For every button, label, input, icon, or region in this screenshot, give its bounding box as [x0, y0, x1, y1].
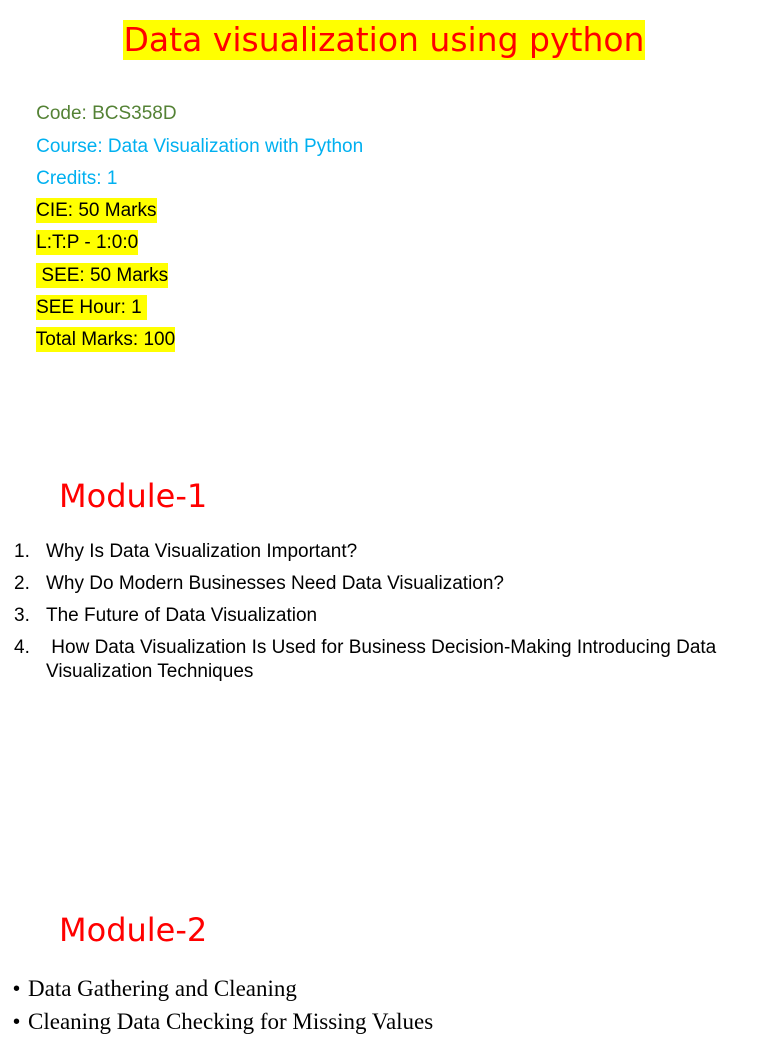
course-info [15, 66, 364, 351]
course-code [15, 66, 363, 125]
list-item-number: 4. [14, 637, 30, 658]
module-2-heading: Module-2 [59, 911, 208, 949]
list-item [14, 604, 734, 628]
list-item-text: Data Gathering and Cleaning [28, 976, 297, 1001]
total-marks-text: Total Marks: 100 [35, 329, 176, 351]
list-item-number: 2. [14, 573, 30, 594]
list-item-text: The Future of Data Visualization [46, 605, 318, 626]
bullet: • [13, 978, 21, 1000]
course-code-text: Code: BCS358D [36, 103, 177, 125]
page-title: Data visualization using python [123, 20, 645, 59]
module-1-list [14, 540, 734, 692]
see-marks-text: SEE: 50 Marks [36, 264, 169, 286]
see-hour-text: SEE Hour: 1 [36, 297, 148, 319]
list-item-text: Why Is Data Visualization Important? [46, 541, 358, 562]
list-item [14, 636, 734, 684]
list-item-number: 1. [14, 541, 30, 562]
list-item [14, 572, 734, 596]
list-item [13, 1007, 753, 1037]
course-name-text: Course: Data Visualization with Python [36, 135, 364, 157]
course-credits-text: Credits: 1 [36, 167, 118, 189]
list-item-text: Cleaning Data Checking for Missing Values [28, 1009, 434, 1034]
cie-marks-text: CIE: 50 Marks [36, 200, 157, 222]
list-item-number: 3. [14, 605, 30, 626]
ltp-text: L:T:P - 1:0:0 [36, 232, 139, 254]
module-2-list [13, 974, 753, 1040]
bullet: • [13, 1011, 21, 1033]
list-item-text: Why Do Modern Businesses Need Data Visualization? [46, 573, 504, 594]
list-item [14, 540, 734, 564]
list-item [13, 974, 753, 1004]
title-container [0, 20, 768, 60]
list-item-text: How Data Visualization Is Used for Business Decision-Making Introducing Data Visualization Techniques [46, 637, 722, 682]
module-1-heading: Module-1 [59, 477, 208, 515]
